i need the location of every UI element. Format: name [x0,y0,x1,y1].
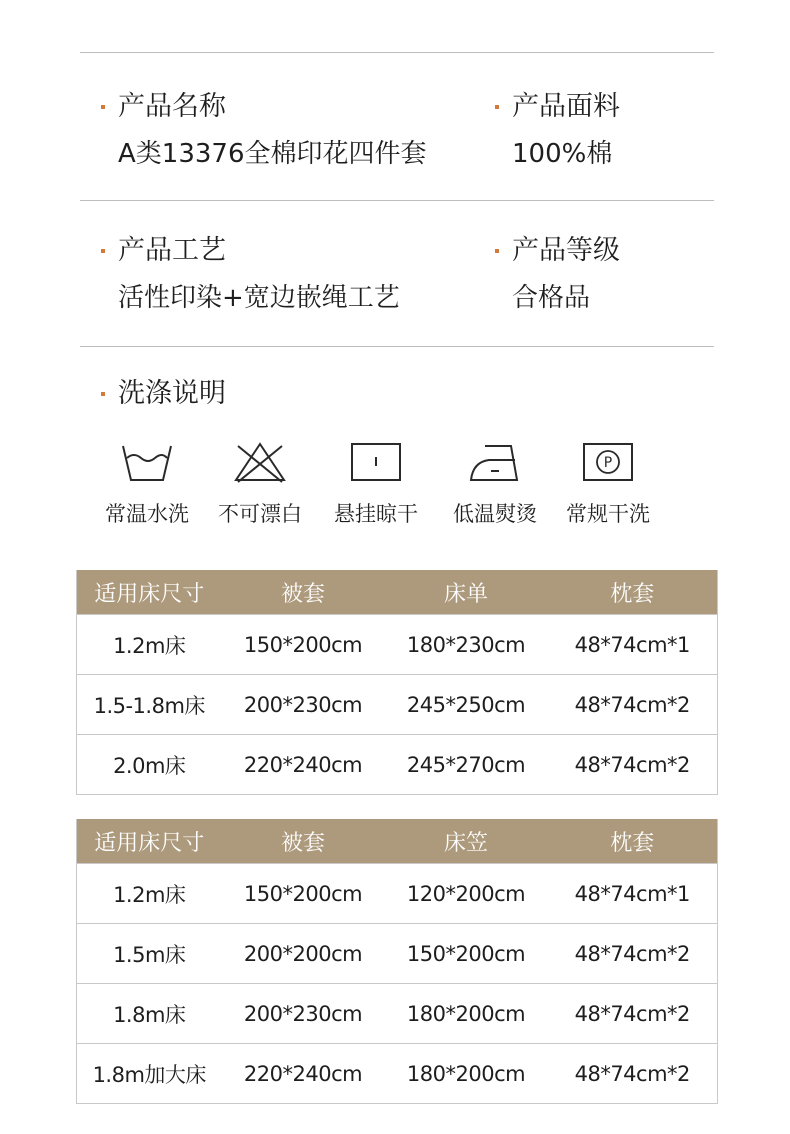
table-cell: 120*200cm [385,864,548,924]
spec-value: 100%棉 [512,139,613,169]
table-cell: 1.2m床 [77,864,222,924]
table-cell: 180*200cm [385,984,548,1044]
care-label: 常温水洗 [105,502,189,526]
table-row [77,1044,718,1104]
table-cell: 200*230cm [222,984,385,1044]
care-title-label: 洗涤说明 [118,378,226,409]
spec-value: 合格品 [512,283,591,313]
spec-label: 产品等级 [512,235,620,266]
dry-clean-symbol: P [603,455,613,471]
wash-basin-icon [117,440,177,484]
table-cell: 1.5m床 [77,924,222,984]
table-cell: 245*270cm [385,735,548,795]
table-cell: 2.0m床 [77,735,222,795]
low-iron-icon [465,440,525,484]
table-cell: 48*74cm*2 [548,675,718,735]
no-bleach-icon [230,440,290,484]
col-header: 枕套 [548,819,718,864]
spec-product-name [82,90,427,171]
spec-fabric [476,90,620,171]
care-item-dry-clean [543,440,673,528]
table-row [77,615,718,675]
table-cell: 48*74cm*2 [548,984,718,1044]
care-item-wash [82,440,212,528]
table-cell: 48*74cm*2 [548,924,718,984]
table-row [77,735,718,795]
care-title [82,377,226,411]
col-header: 被套 [222,819,385,864]
table-header-row [77,819,718,864]
hang-dry-icon [346,440,406,484]
spec-craft [82,234,400,315]
table-row [77,675,718,735]
care-label: 不可漂白 [218,502,302,526]
table-cell: 1.8m床 [77,984,222,1044]
spec-label: 产品名称 [118,91,226,122]
bullet-icon [495,249,499,253]
bullet-icon [495,105,499,109]
spec-label: 产品面料 [512,91,620,122]
table-row [77,864,718,924]
care-label: 低温熨烫 [453,502,537,526]
bullet-icon [101,249,105,253]
care-item-hang-dry [311,440,441,528]
col-header: 适用床尺寸 [77,819,222,864]
col-header: 枕套 [548,570,718,615]
spec-label: 产品工艺 [118,235,226,266]
table-cell: 245*250cm [385,675,548,735]
bullet-icon [101,392,105,396]
col-header: 适用床尺寸 [77,570,222,615]
table-cell: 200*200cm [222,924,385,984]
col-header: 床单 [385,570,548,615]
divider [80,200,714,201]
size-table-sheet [76,570,718,795]
care-item-low-iron [430,440,560,528]
table-cell: 150*200cm [385,924,548,984]
col-header: 被套 [222,570,385,615]
table-cell: 200*230cm [222,675,385,735]
table-cell: 48*74cm*1 [548,615,718,675]
care-item-no-bleach [195,440,325,528]
bullet-icon [101,105,105,109]
size-table-fitted [76,819,718,1104]
table-row [77,984,718,1044]
care-label: 悬挂晾干 [334,502,418,526]
table-cell: 1.5-1.8m床 [77,675,222,735]
table-cell: 220*240cm [222,1044,385,1104]
table-cell: 48*74cm*1 [548,864,718,924]
care-label: 常规干洗 [566,502,650,526]
spec-grade [476,234,620,315]
table-cell: 1.2m床 [77,615,222,675]
table-cell: 150*200cm [222,615,385,675]
table-cell: 48*74cm*2 [548,1044,718,1104]
table-cell: 1.8m加大床 [77,1044,222,1104]
table-cell: 220*240cm [222,735,385,795]
table-header-row [77,570,718,615]
dry-clean-p-icon [578,440,638,484]
table-cell: 180*200cm [385,1044,548,1104]
table-row [77,924,718,984]
col-header: 床笠 [385,819,548,864]
divider-top [80,52,714,53]
spec-value: A类13376全棉印花四件套 [118,139,427,169]
spec-value: 活性印染+宽边嵌绳工艺 [118,283,400,313]
table-cell: 48*74cm*2 [548,735,718,795]
divider [80,346,714,347]
table-cell: 180*230cm [385,615,548,675]
table-cell: 150*200cm [222,864,385,924]
